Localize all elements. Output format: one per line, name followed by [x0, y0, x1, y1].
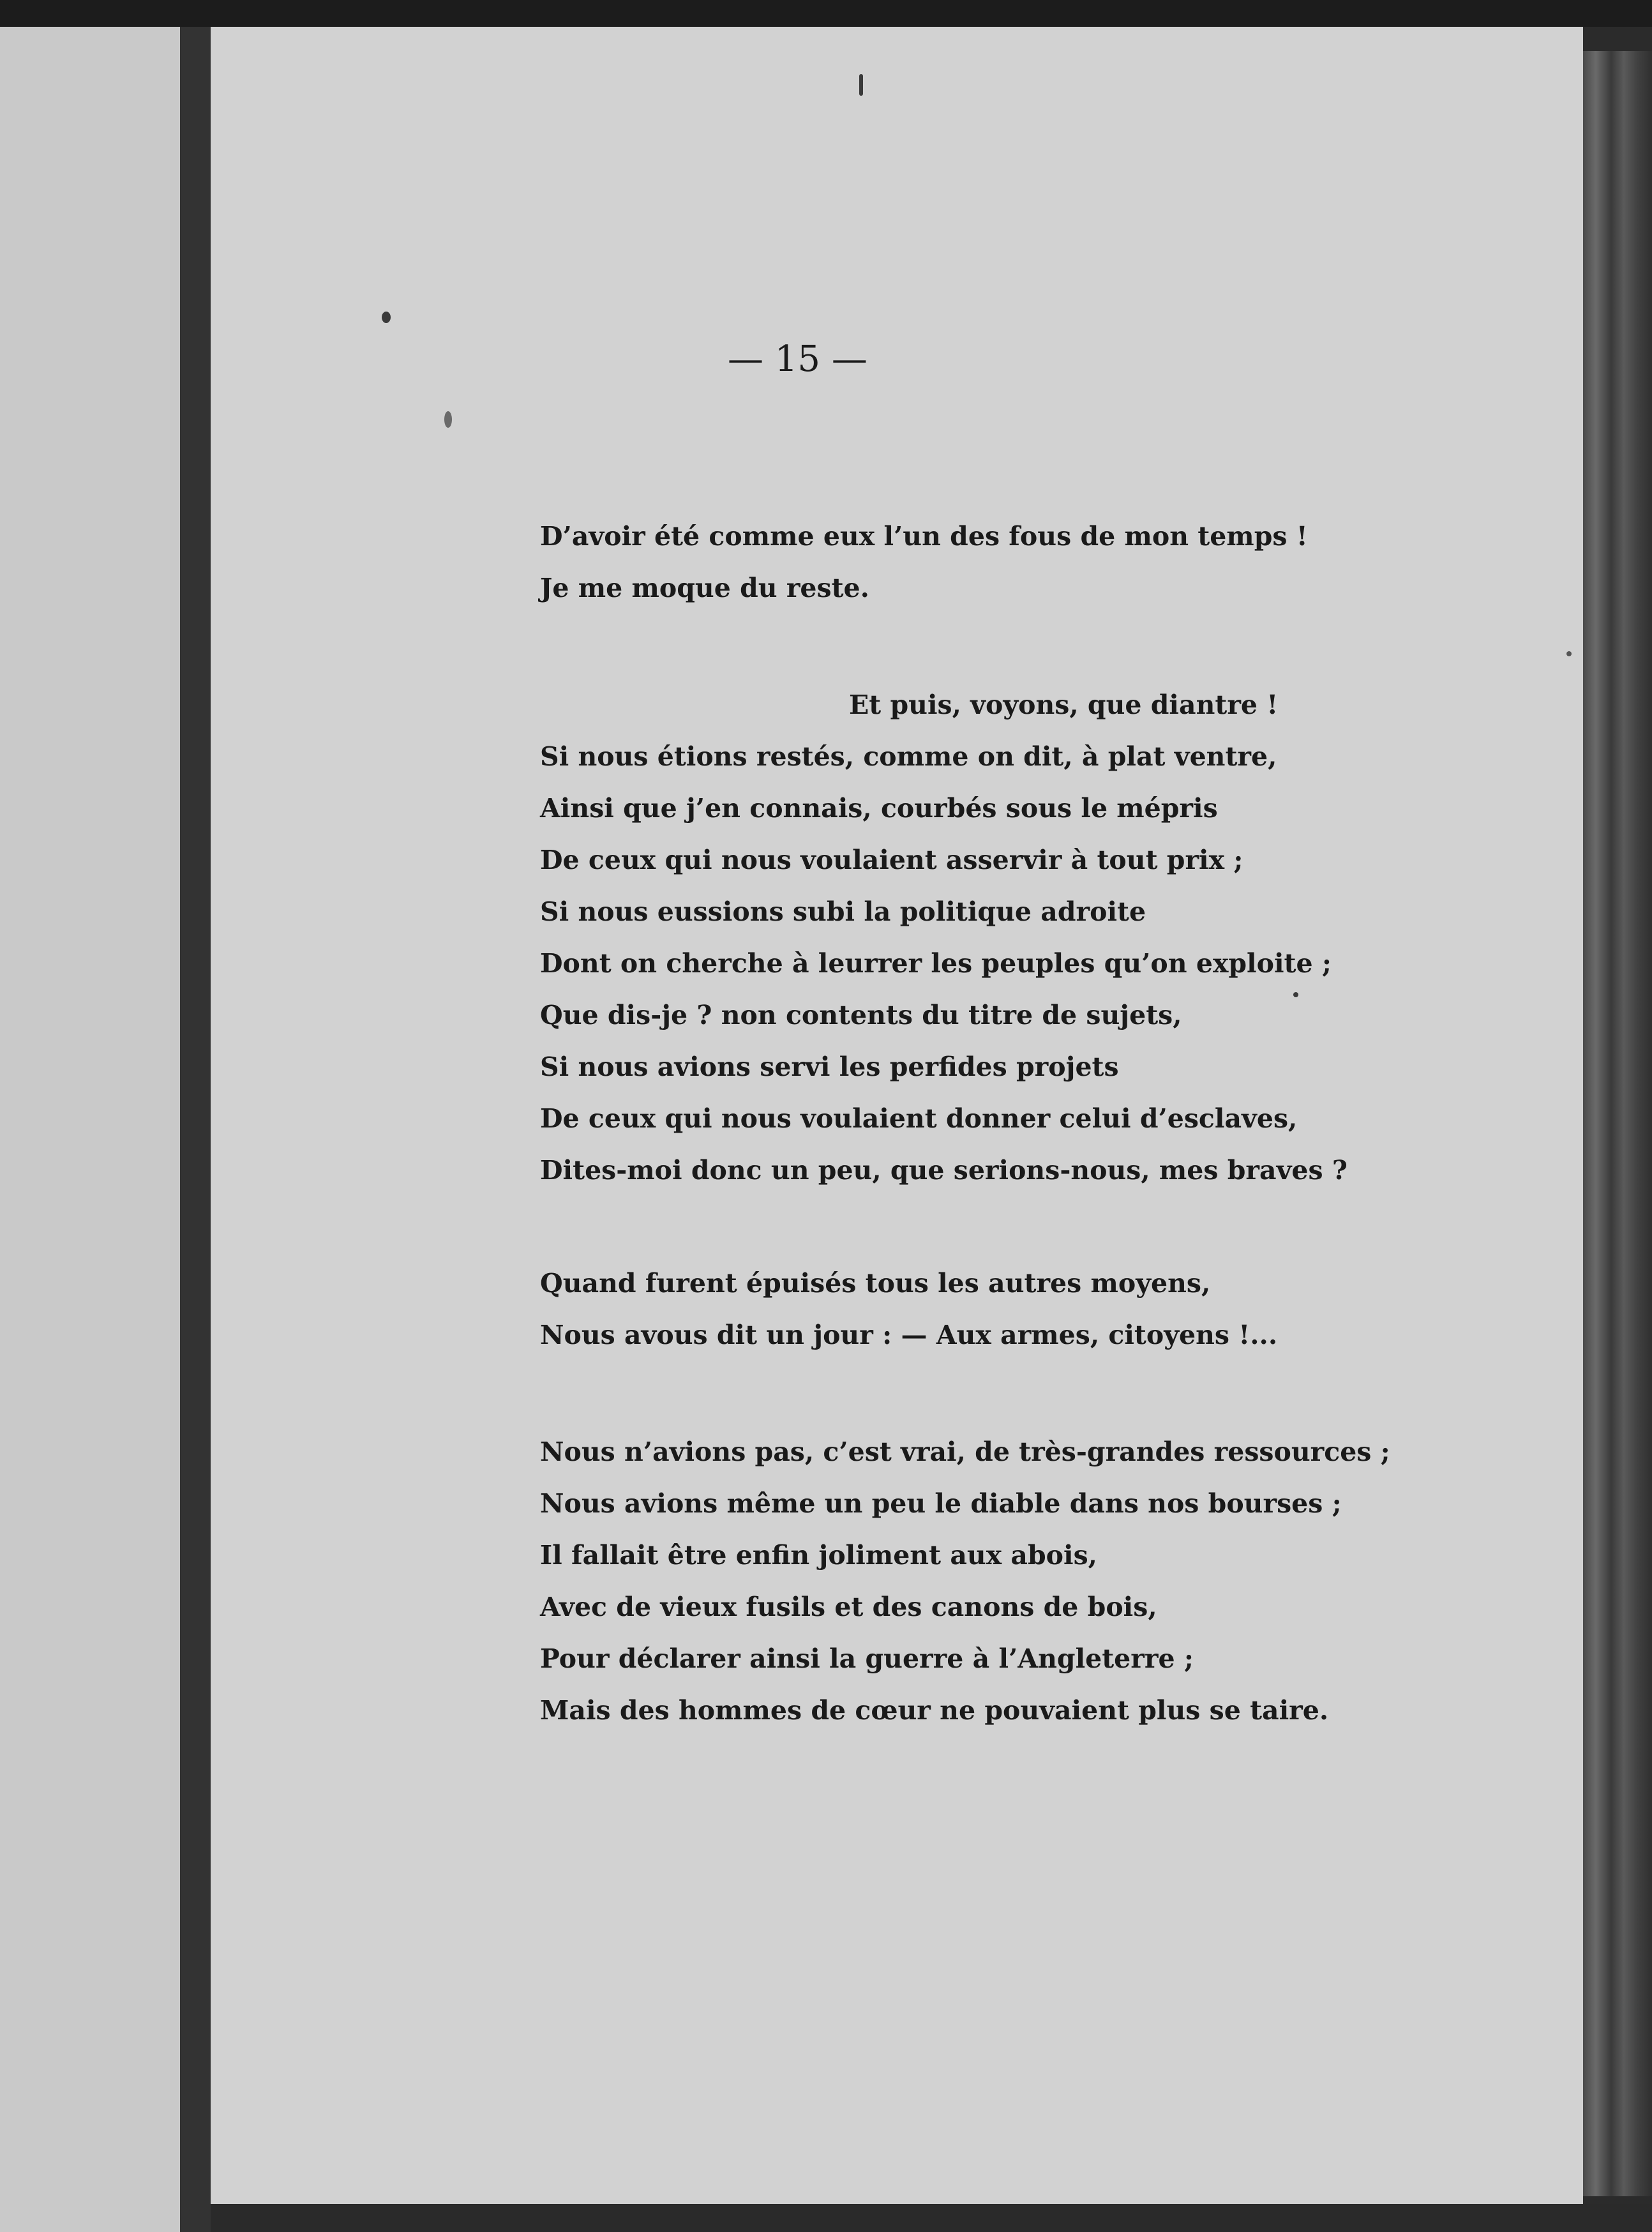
top-film-margin — [0, 0, 1652, 27]
book-binding-gutter — [180, 27, 211, 2232]
ink-speck — [444, 411, 452, 428]
ink-speck — [1566, 651, 1572, 656]
ink-speck — [859, 74, 863, 96]
page-number: — 15 — — [728, 338, 867, 380]
stanza — [540, 511, 1344, 614]
verse-line: Mais des hommes de cœur ne pouvaient plus se taire. — [540, 1695, 1329, 1726]
verse-line: Si nous avions servi les perfides projets — [540, 1052, 1119, 1082]
stanza-gap — [540, 1196, 1344, 1258]
stanza-gap — [540, 1361, 1344, 1426]
verse-line: Pour déclarer ainsi la guerre à l’Angleterre ; — [540, 1643, 1194, 1674]
verse-line: Que dis-je ? non contents du titre de sujets, — [540, 1000, 1182, 1030]
verse-line: Nous n’avions pas, c’est vrai, de très-grandes ressources ; — [540, 1436, 1390, 1467]
verse-line: Dites-moi donc un peu, que serions-nous, mes braves ? — [540, 1155, 1348, 1186]
verse-line: Dont on cherche à leurrer les peuples qu’on exploite ; — [540, 948, 1332, 979]
verse-line: Si nous eussions subi la politique adroite — [540, 896, 1146, 927]
ink-speck — [382, 312, 391, 323]
verse-line: Il fallait être enfin joliment aux abois, — [540, 1540, 1097, 1571]
bottom-film-margin — [211, 2204, 1652, 2232]
verse-line: Quand furent épuisés tous les autres moyens, — [540, 1268, 1211, 1299]
verse-line: D’avoir été comme eux l’un des fous de mon temps ! — [540, 521, 1308, 552]
verse-line: Nous avions même un peu le diable dans nos bourses ; — [540, 1488, 1342, 1519]
verse-line: Et puis, voyons, que diantre ! — [849, 690, 1279, 720]
verse-line: Je me moque du reste. — [540, 573, 869, 603]
stanza — [540, 1258, 1344, 1361]
left-page-edge — [0, 27, 180, 2232]
verse-line: Ainsi que j’en connais, courbés sous le mépris — [540, 793, 1218, 824]
stanza — [540, 1426, 1390, 1737]
poem-text — [540, 511, 1390, 1737]
verse-line: Avec de vieux fusils et des canons de bois, — [540, 1592, 1157, 1622]
verse-line: Nous avous dit un jour : — Aux armes, citoyens !... — [540, 1320, 1278, 1350]
verse-line: De ceux qui nous voulaient asservir à tout prix ; — [540, 845, 1243, 875]
verse-line: De ceux qui nous voulaient donner celui d’esclaves, — [540, 1103, 1298, 1134]
stanza-gap — [540, 614, 1344, 679]
stanza — [540, 679, 1348, 1196]
verse-line: Si nous étions restés, comme on dit, à plat ventre, — [540, 741, 1277, 772]
page-stack-edges — [1583, 51, 1652, 2196]
